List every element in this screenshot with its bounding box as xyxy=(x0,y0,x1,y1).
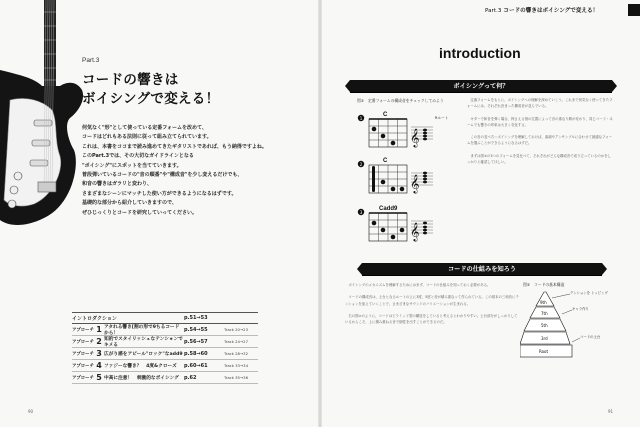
approach-pages: p.58→60 xyxy=(184,350,208,357)
approach-number: 1 xyxy=(96,325,102,334)
approach-number: 4 xyxy=(96,361,102,370)
approach-number: 5 xyxy=(96,373,102,382)
figure1-caption: 図① 定番フォームの構成音をチェックしてみよう xyxy=(357,98,444,103)
approach-title: 広がり感をアピール"ロック"なadd9 xyxy=(104,351,183,357)
chord-name: C xyxy=(383,158,388,164)
chord-diagram-2 xyxy=(358,158,433,194)
approach-track: Track 28→32 xyxy=(224,351,248,356)
contents-header-title: イントロダクション xyxy=(72,315,117,322)
chord-diagram-3 xyxy=(358,206,433,242)
chord-diagram-figure xyxy=(355,105,455,255)
section-banner-chord-structure xyxy=(362,263,602,276)
svg-text:𝄞: 𝄞 xyxy=(410,222,420,241)
chapter-title xyxy=(82,71,282,109)
chord-name: Cadd9 xyxy=(379,206,398,212)
approach-number: 2 xyxy=(96,337,102,346)
contents-header-pages: p.51→53 xyxy=(184,315,208,321)
approach-number: 3 xyxy=(96,349,102,358)
approach-pages: p.54→55 xyxy=(184,326,208,333)
section-banner-voicing xyxy=(350,80,612,93)
chord-name: C xyxy=(383,112,388,118)
section-banner-text: ボイシングって何？ xyxy=(453,83,509,90)
pyramid-level: 5th xyxy=(541,323,548,328)
contents-header-row[interactable] xyxy=(72,312,258,324)
page-number-left: 90 xyxy=(28,409,34,414)
pyramid-level: Root xyxy=(539,349,549,354)
section-banner-text: コードの仕組みを知ろう xyxy=(447,266,517,273)
approach-title: アタれる響き[割の形で9ちるコードから！ xyxy=(104,324,180,336)
running-head-title: コードの響きはボイシングで変える！ xyxy=(503,8,599,14)
page-number-right: 91 xyxy=(608,409,614,414)
approach-pages: p.60→61 xyxy=(184,362,208,369)
approach-track: Track 35→36 xyxy=(224,375,248,380)
electric-guitar-illustration xyxy=(0,0,86,230)
chapter-title-line1: コードの響きは xyxy=(82,72,179,88)
chord-pyramid-diagram xyxy=(520,288,615,363)
svg-text:𝄞: 𝄞 xyxy=(410,128,420,147)
contents-row[interactable] xyxy=(72,372,258,384)
body-text-structure: ボイシングのメカニズムを理解するためにはまず、コードの仕組みを知っておく必要がある。 コードの構成音は、土台となるルートの上に3度、5度と音が積み重なって作られている。この基本の三和音にテンションを加えていくことで、さまざまなサウンドのバリエーションが生まれる。 右の図②のように、コードはピラミッド型の構造をしていると考えるとわかりやすい。土台部分がしっかりしているからこそ、上に積み重ねる音で個性を出すことができるのだ。 xyxy=(345,283,519,325)
contents-row[interactable] xyxy=(72,348,258,360)
part-label: Part.3 xyxy=(82,57,100,64)
chapter-title-line2: ボイシングで変える！ xyxy=(82,91,220,107)
root-note-label: Rルート xyxy=(435,116,449,120)
approach-pages: p.62 xyxy=(184,374,197,381)
svg-text:𝄞: 𝄞 xyxy=(410,174,420,193)
contents-row[interactable] xyxy=(72,360,258,372)
pyramid-note: テンションを トッピング xyxy=(570,291,608,295)
figure2-caption: 図② コードの基本構造 xyxy=(523,282,565,287)
approach-prefix: アプローチ xyxy=(72,351,94,357)
running-head xyxy=(485,6,598,14)
chapter-intro-text: 何気なく"形"として使っている定番フォームを改めて、 コードはどれもある法則に従って組み立てられています。 これは、本書をココまで読み進めてきたギタリストであれば、もう納得ですよね。 このPart.3では、その大切なガイドラインとなる "ボイシング"にスポットを当てていきます。 普段弾いているコードの"音の順番"や"構成音"を少し変えるだけでも、 和音の響きはガラリと変わり、 さまざまなシーンにマッチした使い方ができるようになるはずです。 基礎的な部分から紹介していきますので、 ぜひじっくりとコードを研究していってください。 xyxy=(82,125,267,216)
pyramid-level: 3rd xyxy=(541,336,548,341)
running-head-part: Part.3 xyxy=(485,8,502,14)
svg-text:2: 2 xyxy=(359,162,363,167)
book-gutter xyxy=(318,0,322,427)
approach-title: ファジーな響き？ 4度&クローズ xyxy=(104,363,177,369)
contents-row[interactable] xyxy=(72,336,258,348)
approach-prefix: アプローチ xyxy=(72,375,94,381)
pyramid-note: コードの土台 xyxy=(580,335,601,339)
introduction-heading: introduction xyxy=(439,45,521,61)
approach-title: 中高に注意！ 刺激的なボイシング xyxy=(104,375,179,381)
chord-diagram-1 xyxy=(358,112,448,148)
contents-table xyxy=(72,312,258,384)
pyramid-level: 7th xyxy=(541,311,548,316)
contents-row[interactable] xyxy=(72,324,258,336)
svg-text:1: 1 xyxy=(359,116,363,121)
approach-track: Track 20→23 xyxy=(224,327,248,332)
running-head-tab xyxy=(628,4,640,16)
pyramid-note: キャラ作り xyxy=(572,307,589,311)
approach-track: Track 33→34 xyxy=(224,363,248,368)
approach-title: 知的でスタイリッシュなテンションでキメる xyxy=(104,336,183,348)
pyramid-level: 9th xyxy=(540,300,547,305)
approach-prefix: アプローチ xyxy=(72,363,94,369)
approach-track: Track 24→27 xyxy=(224,339,248,344)
approach-pages: p.56→57 xyxy=(184,338,208,345)
approach-prefix: アプローチ xyxy=(72,339,94,345)
svg-text:3: 3 xyxy=(359,210,363,215)
approach-prefix: アプローチ xyxy=(72,327,94,333)
body-text-voicing: 定番フォームをもとに、ボイシングへの理解を深めていこう。これまで何気なく使ってきたフォームには、それぞれ決まった構成音が並んでいる。 ギターで和音を弾く場合、押さえる指の位置によって音の重なり順が変わり、同じコード・ネームでも響きの印象は大きく変化する。 この音の並べ方＝ボイシングを理解しておけば、曲調やアンサンブルに合わせて最適なフォームを選ぶことができるようになるはずだ。 まずは図①の3つのフォームを見比べて、それぞれがどんな構成音で成り立っているのかをしっかりと確認してほしい。 xyxy=(467,98,613,165)
